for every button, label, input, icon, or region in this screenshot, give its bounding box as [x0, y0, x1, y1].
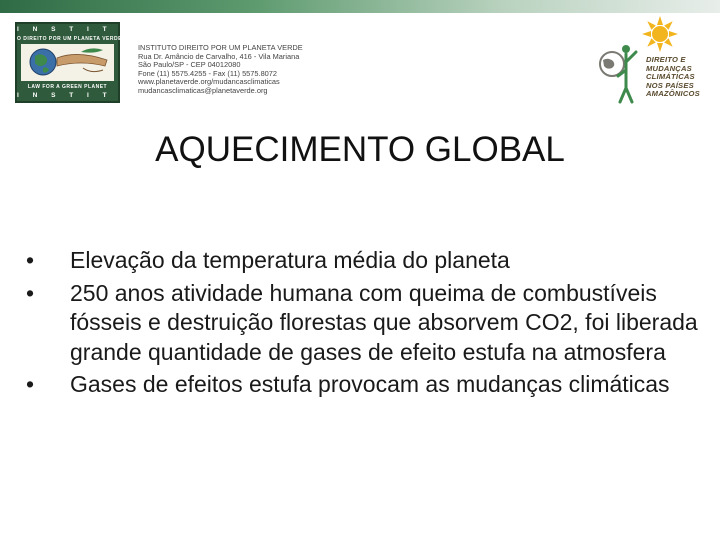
globe-hand-icon: [21, 44, 114, 81]
institute-logo-sub-text: O DIREITO POR UM PLANETA VERDE: [17, 36, 122, 42]
institute-emblem-image: [21, 44, 114, 81]
bullet-item: [20, 279, 700, 368]
bullet-item: [20, 370, 700, 400]
bullet-item: [20, 246, 700, 276]
climate-logo-line: DIREITO E: [646, 55, 686, 64]
bullet-text: Gases de efeitos estufa provocam as mudanças climáticas: [70, 371, 670, 397]
bullet-marker: •: [26, 371, 35, 397]
institute-logo: [15, 22, 168, 103]
bullet-marker: •: [26, 279, 35, 306]
bullet-marker: •: [26, 247, 35, 273]
contact-line: São Paulo/SP - CEP 04012080: [138, 60, 241, 70]
institute-logo-bottom-text: LAW FOR A GREEN PLANET: [27, 84, 108, 90]
climate-logo-line: NOS PAÍSES: [646, 80, 694, 90]
bullet-list: [20, 246, 700, 403]
institute-logo-base-text: I N S T I T U T E: [17, 92, 168, 99]
climate-project-logo: [594, 14, 710, 110]
institute-contact-info: [138, 44, 338, 96]
header-accent-bar: [0, 0, 720, 13]
bullet-text: 250 anos atividade humana com queima de combustíveis fósseis e destruição florestas que absorvem CO2, foi liberada grande quantidade de gases de efeito estufa na atmosfera: [70, 279, 698, 365]
bullet-text: Elevação da temperatura média do planeta: [70, 247, 510, 273]
climate-logo-line: MUDANÇAS: [646, 63, 692, 73]
contact-line: INSTITUTO DIREITO POR UM PLANETA VERDE: [138, 43, 303, 52]
climate-logo-line: CLIMÁTICAS: [646, 72, 695, 82]
contact-line: Rua Dr. Amâncio de Carvalho, 416 - Vila Mariana: [138, 51, 300, 61]
climate-logo-text: [646, 56, 712, 99]
slide-title: AQUECIMENTO GLOBAL: [155, 130, 565, 169]
institute-logo-top-text: I N S T I T U T O: [17, 26, 168, 33]
climate-logo-line: AMAZÔNICOS: [646, 89, 700, 99]
contact-line: Fone (11) 5575.4255 - Fax (11) 5575.8072: [138, 68, 278, 78]
contact-line: www.planetaverde.org/mudancasclimaticas: [138, 77, 280, 87]
contact-line: mudancasclimaticas@planetaverde.org: [138, 85, 268, 95]
